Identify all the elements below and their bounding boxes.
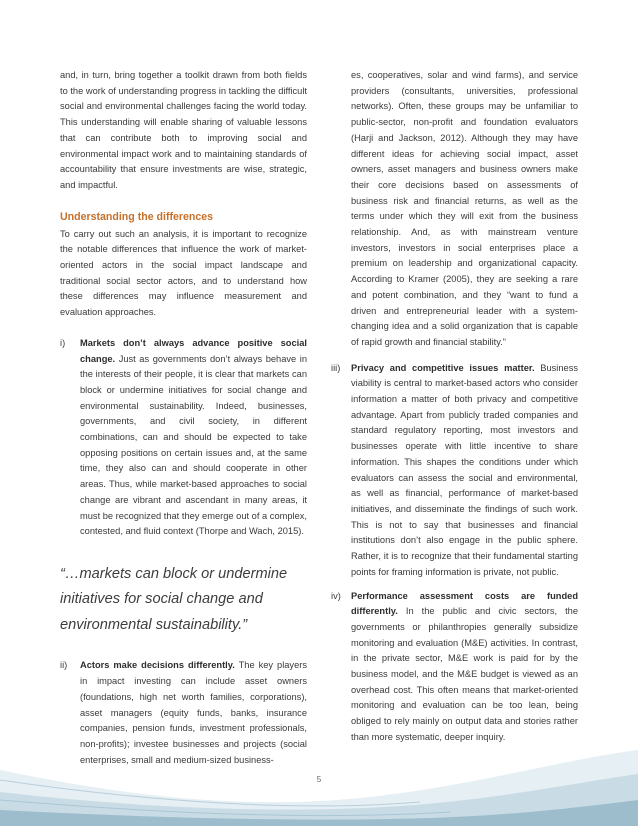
list-number: iii) [331,362,341,373]
differences-paragraph: To carry out such an analysis, it is important to recognize the notable differences that influence the work of market-oriented actors in the social impact landscape and traditional social sector actors, and to understand how these differences may influence measurement and evaluation approaches. [60,228,307,318]
list-item-title: Performance assessment costs are funded differently. [351,590,578,617]
pull-quote: “…markets can block or undermine initiatives for social change and environmental sustainability.” [60,565,288,633]
list-number: ii) [60,660,68,671]
list-item-text: Just as governments don’t always behave in the interests of their people, it is clear that markets can block or undermine initiatives for social change and environmental sustainability. Indeed, businesses, governments, and civil society, in different combinations, can and should be expected to take opposing positions on certain issues and, at the same time, they also can and should cooperate in other areas. Thus, while market-based approaches to social change are vibrant and ascendant in many areas, it must be recognized that they emerge out of a complex, contested, and fluid context (Thorpe and Wach, 2015). [80,353,307,537]
list-number: i) [60,337,66,348]
left-column [60,68,307,784]
intro-paragraph: and, in turn, bring together a toolkit drawn from both fields to the work of understanding progress in tackling the difficult social and environmental challenges facing the world today. This understanding will enable sharing of valuable lessons that can contribute both to improving social and environmental impact work and to maintaining standards of accountability that ensure investments are wise, strategic, and impactful. [60,70,307,190]
list-item-title: Privacy and competitive issues matter. [351,362,535,373]
section-heading: Understanding the differences [60,210,214,223]
list-item-title: Markets don’t always advance positive social change. [80,337,307,364]
list-item-costs [331,589,578,746]
list-item-privacy [331,361,578,581]
list-item-text: In the public and civic sectors, the governments or philanthropies generally subsidize monitoring and evaluation (M&E) activities. In contrast, in the private sector, M&E work is paid for by the business model, and the M&E budget is viewed as an overhead cost. This often means that market-oriented monitoring and evaluation can be too lean, being obliged to rely mainly on output data and stories rather than more systematic, deeper inquiry. [351,606,578,742]
list-item-markets [60,336,307,540]
continued-paragraph: es, cooperatives, solar and wind farms), and service providers (consultants, universities, professional networks). Often, these groups may be unfamiliar to public-sector, non-profit and foundation evaluators (Harji and Jackson, 2012). Although they may have different ideas for achieving social impact, asset owners, asset managers and business owners make their core decisions based on assessments of business risk and financial returns, as well as the terms under which they will exit from the business relationship. And, as with mainstream venture investors, investors in social enterprises place a premium on leadership and organizational capacity. According to Kramer (2005), they are seeking a rare and potent combination, and they “want to fund a driven and entrepreneurial leader with a system-changing idea and a solid organization that is capable of rapid growth and financial stability.” [351,70,578,347]
right-column [331,68,578,754]
page-number: 5 [316,775,322,784]
list-number: iv) [331,590,341,601]
list-item-title: Actors make decisions differently. [80,660,235,671]
list-item-text: Business viability is central to market-based actors who consider information a matter of both privacy and competitive advantage. Apart from publicly traded companies and standard regulatory reporting, most investors and businesses operate with little incentive to share information. This shapes the conditions under which evaluators can assess the social and environmental, as well as financial, performance of market-based initiatives, and disseminate the findings of such work. This is not to say that businesses and financial institutions don’t also engage in the public sphere. Rather, it is to recognize that their fundamental starting points for framing information is private, not public. [351,362,578,577]
list-item-text: The key players in impact investing can include asset owners (foundations, high net worth families, corporations), asset managers (equity funds, banks, insurance companies, pension funds, investment professionals, non-profits); investee businesses and projects (social enterprises, small and medium-sized business- [80,660,307,765]
